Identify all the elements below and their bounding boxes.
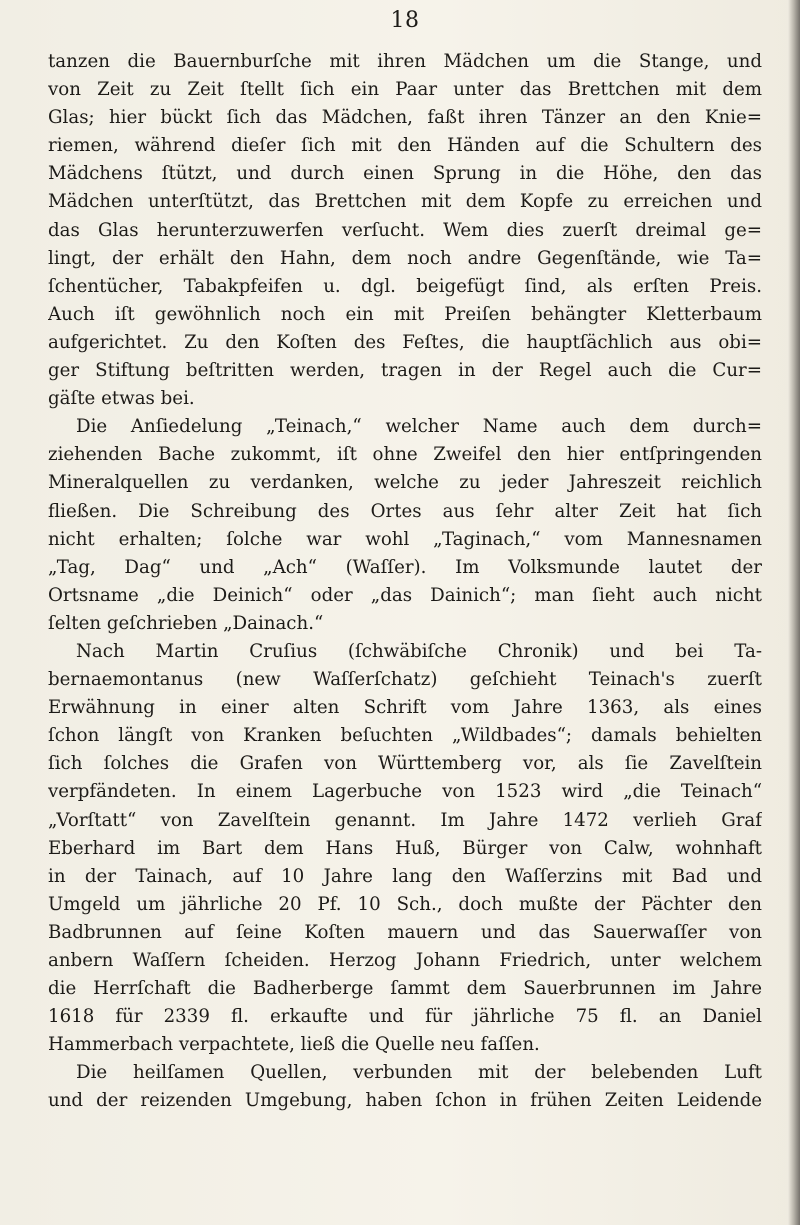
text-line: Mineralquellen zu verdanken, welche zu jeder Jahreszeit reichlich <box>48 472 762 494</box>
text-line: nicht erhalten; ſolche war wohl „Taginach,“ vom Mannesnamen <box>48 528 762 550</box>
text-line: tanzen die Bauernburſche mit ihren Mädchen um die Stange, und <box>48 51 762 72</box>
text-line: ſchon längſt von Kranken beſuchten „Wildbades“; damals behielten <box>48 725 762 747</box>
page-number: 18 <box>390 8 420 33</box>
text-line: Glas; hier bückt ſich das Mädchen, faßt ihren Tänzer an den Knie= <box>48 107 762 129</box>
text-line: Mädchen unterſtützt, das Brettchen mit dem Kopfe zu erreichen und <box>48 191 762 213</box>
text-line: Auch iſt gewöhnlich noch ein mit Preiſen behängter Kletterbaum <box>48 303 762 325</box>
paragraph-end-line: gäſte etwas bei. <box>48 388 195 410</box>
text-line: verpfändeten. In einem Lagerbuche von 1523 wird „die Teinach“ <box>48 781 762 803</box>
text-line: Umgeld um jährliche 20 Pf. 10 Sch., doch mußte der Pächter den <box>48 893 762 915</box>
text-line: und der reizenden Umgebung, haben ſchon in frühen Zeiten Leidende <box>48 1090 762 1112</box>
text-line: von Zeit zu Zeit ſtellt ſich ein Paar unter das Brettchen mit dem <box>48 79 762 101</box>
paragraph-start-line: Die Anſiedelung „Teinach,“ welcher Name auch dem durch= <box>76 416 762 438</box>
page-edge-shadow <box>788 0 800 1225</box>
text-line: Ortsname „die Deinich“ oder „das Dainich“; man ſieht auch nicht <box>48 584 762 606</box>
text-line: aufgerichtet. Zu den Koſten des Feſtes, die hauptſächlich aus obi= <box>48 331 762 353</box>
text-line: Badbrunnen auf ſeine Koſten mauern und das Sauerwaſſer von <box>48 921 762 943</box>
body-text <box>48 48 762 1116</box>
text-line: ſich ſolches die Grafen von Württemberg vor, als ſie Zavelſtein <box>48 753 762 775</box>
text-line: ziehenden Bache zukommt, iſt ohne Zweifel den hier entſpringenden <box>48 444 762 466</box>
text-line: Erwähnung in einer alten Schrift vom Jahre 1363, als eines <box>48 697 762 719</box>
text-line: fließen. Die Schreibung des Ortes aus ſehr alter Zeit hat ſich <box>48 500 762 522</box>
text-line: „Tag, Dag“ und „Ach“ (Waſſer). Im Volksmunde lautet der <box>48 556 762 578</box>
text-line: in der Tainach, auf 10 Jahre lang den Waſſerzins mit Bad und <box>48 865 762 887</box>
paragraph-end-line: Hammerbach verpachtete, ließ die Quelle neu faſſen. <box>48 1034 540 1056</box>
text-line: Eberhard im Bart dem Hans Huß, Bürger von Calw, wohnhaft <box>48 837 762 859</box>
paragraph-start-line: Die heilſamen Quellen, verbunden mit der belebenden Luft <box>76 1062 762 1084</box>
text-line: lingt, der erhält den Hahn, dem noch andre Gegenſtände, wie Ta= <box>48 247 762 269</box>
text-line: anbern Waſſern ſcheiden. Herzog Johann Friedrich, unter welchem <box>48 950 762 971</box>
text-line: riemen, während dieſer ſich mit den Händen auf die Schultern des <box>48 135 762 157</box>
text-line: 1618 für 2339 fl. erkaufte und für jährliche 75 fl. an Daniel <box>48 1006 762 1028</box>
text-line: bernaemontanus (new Waſſerſchatz) geſchieht Teinach's zuerſt <box>48 669 762 691</box>
text-line: das Glas herunterzuwerfen verſucht. Wem dies zuerſt dreimal ge= <box>48 219 762 241</box>
text-line: Mädchens ſtützt, und durch einen Sprung in die Höhe, den das <box>48 163 762 185</box>
text-line: „Vorſtatt“ von Zavelſtein genannt. Im Jahre 1472 verlieh Graf <box>48 809 762 831</box>
text-line: ger Stiftung beſtritten werden, tragen in der Regel auch die Cur= <box>48 360 762 382</box>
text-line: ſchentücher, Tabakpfeifen u. dgl. beigefügt ſind, als erſten Preis. <box>48 275 762 297</box>
paragraph-start-line: Nach Martin Cruſius (ſchwäbiſche Chronik) und bei Ta- <box>76 640 762 662</box>
text-line: die Herrſchaft die Badherberge ſammt dem Sauerbrunnen im Jahre <box>48 978 762 1000</box>
paragraph-end-line: ſelten geſchrieben „Dainach.“ <box>48 612 324 634</box>
